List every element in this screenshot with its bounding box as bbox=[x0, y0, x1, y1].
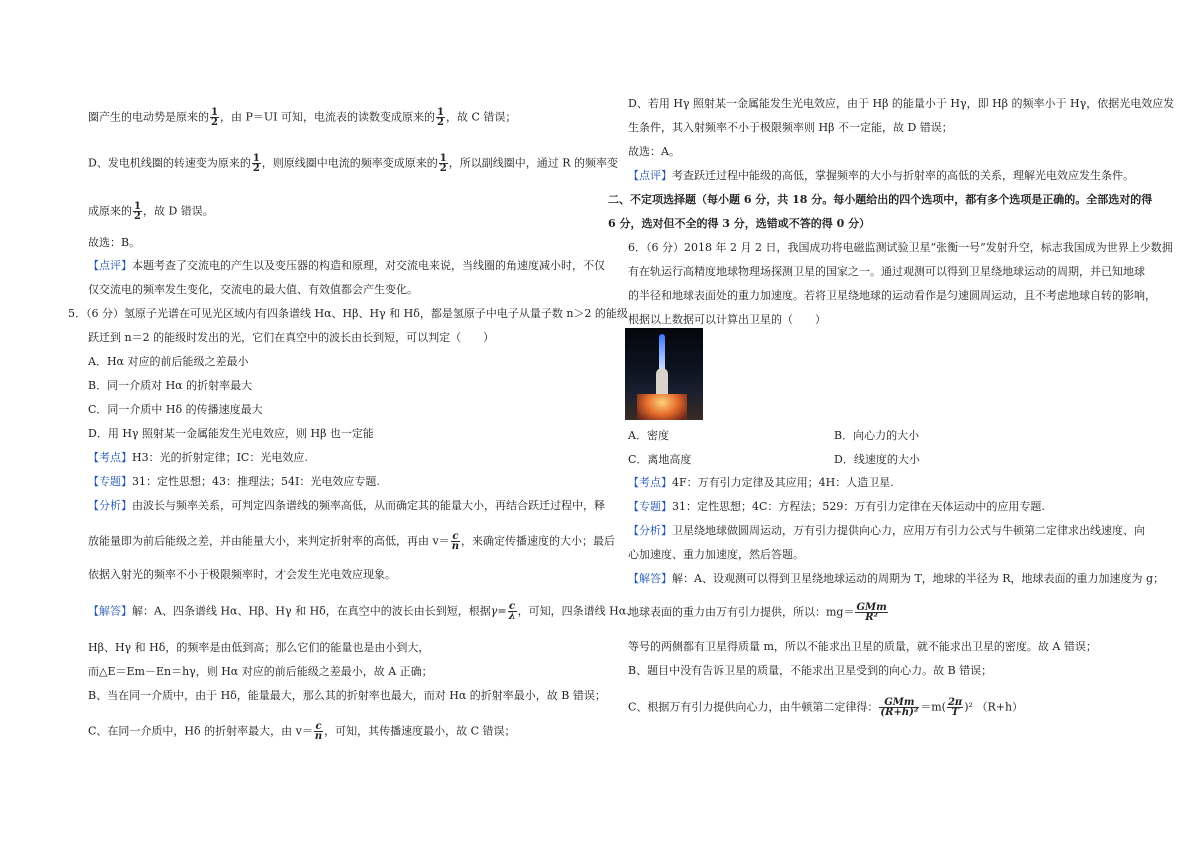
topic: 【专题】31：定性思想；43：推理法；54I：光电效应专题. bbox=[88, 475, 380, 488]
option-d: D．用 Hγ 照射某一金属能发生光电效应，则 Hβ 也一定能 bbox=[88, 427, 374, 440]
solution-line: 等号的两侧都有卫星得质量 m，所以不能求出卫星的质量，就不能求出卫星的密度。故 A 错误； bbox=[628, 640, 1097, 653]
text-line: 仅交流电的频率发生变化，交流电的最大值、有效值都会产生变化。 bbox=[88, 283, 418, 296]
text-line: D、若用 Hγ 照射某一金属能发生光电效应，由于 Hβ 的能量小于 Hγ，即 Hβ 的频率小于 Hγ，依据光电效应发 bbox=[628, 97, 1175, 110]
answer-line: 故选：A。 bbox=[628, 145, 680, 158]
comment-line: 【点评】考查跃迁过程中能级的高低，掌握频率的大小与折射率的高低的关系，理解光电效应发生条件。 bbox=[628, 169, 1134, 182]
solution-line: 【解答】解：A、四条谱线 Hα、Hβ、Hγ 和 Hδ，在真空中的波长由长到短，根据γ= $\frac{c}{\lambda}$ ，可知，四条谱线 Hα、 bbox=[88, 601, 638, 622]
fraction-c-over-n: $\frac{c}{n}$ bbox=[451, 531, 459, 552]
analysis-line: 放能量即为前后能级之差，并由能量大小，来判定折射率的高低，再由 v＝ $\frac{c}{n}$ ，来确定传播速度的大小；最后 bbox=[88, 531, 615, 552]
option-d: D．线速度的大小 bbox=[834, 453, 920, 466]
fraction-gmm-over-rh2: $\frac{\text{GMm}}{\text{(R+h)²}}$ bbox=[880, 697, 919, 718]
fraction-half: $\frac{1}{2}$ bbox=[436, 107, 444, 128]
option-a: A．密度 bbox=[628, 429, 669, 442]
text-line: 生条件，其入射频率不小于极限频率则 Hβ 不一定能，故 D 错误； bbox=[628, 121, 953, 134]
section-heading: 6 分，选对但不全的得 3 分，选错或不答的得 0 分） bbox=[608, 217, 871, 230]
fraction-gmm-over-r2: $\frac{\text{GMm}}{\text{R²}}$ bbox=[856, 602, 887, 623]
solution-line: C、在同一介质中，Hδ 的折射率最大，由 v＝ $\frac{c}{n}$ ，可知，其传播速度最小，故 C 错误； bbox=[88, 721, 516, 742]
analysis-line: 心加速度、重力加速度，然后答题。 bbox=[628, 548, 804, 561]
solution-line: Hβ、Hγ 和 Hδ，的频率是由低到高；那么它们的能量也是由小到大， bbox=[88, 641, 430, 654]
analysis-line: 依据入射光的频率不小于极限频率时，才会发生光电效应现象。 bbox=[88, 568, 396, 581]
knowledge-point: 【考点】4F：万有引力定律及其应用；4H：人造卫星. bbox=[628, 476, 894, 489]
option-b: B．同一介质对 Hα 的折射率最大 bbox=[88, 379, 253, 392]
solution-line: 【解答】解：A、设观测可以得到卫星绕地球运动的周期为 T，地球的半径为 R，地球表面的重力加速度为 g； bbox=[628, 572, 1165, 585]
analysis-line: 【分析】卫星绕地球做圆周运动，万有引力提供向心力，应用万有引力公式与牛顿第二定律求出线速度、向 bbox=[628, 524, 1145, 537]
option-c: C．同一介质中 Hδ 的传播速度最大 bbox=[88, 403, 263, 416]
comment-line: 【点评】本题考查了交流电的产生以及变压器的构造和原理，对交流电来说，当线圈的角速度减小时，不仅 bbox=[88, 259, 605, 272]
fraction-half: $\frac{1}{2}$ bbox=[211, 107, 218, 128]
option-a: A．Hα 对应的前后能级之差最小 bbox=[88, 355, 249, 368]
topic: 【专题】31：定性思想；4C：方程法；529：万有引力定律在天体运动中的应用专题. bbox=[628, 500, 1045, 513]
comment-tag: 【点评】 bbox=[88, 259, 132, 272]
question-6-stem: 的半径和地球表面处的重力加速度。若将卫星绕地球的运动看作是匀速圆周运动，且不考虑地球自转的影响， bbox=[628, 289, 1156, 302]
solution-line: 而△E＝Em－En＝hγ，则 Hα 对应的前后能级之差最小，故 A 正确； bbox=[88, 665, 433, 678]
question-5-stem: 跃迁到 n＝2 的能级时发出的光，它们在真空中的波长由长到短，可以判定（ ） bbox=[88, 331, 495, 344]
fraction-c-over-lambda: $\frac{c}{\lambda}$ bbox=[508, 601, 516, 622]
fraction-half: $\frac{1}{2}$ bbox=[134, 201, 141, 222]
solution-line: C、根据万有引力提供向心力，由牛顿第二定律得： $\frac{\text{GMm}}{\text{(R+h)²}}$ ＝m( $\frac{2\pi}{T}$ )² （R+h） bbox=[628, 697, 1024, 718]
solution-line: B、题目中没有告诉卫星的质量，不能求出卫星受到的向心力。故 B 错误； bbox=[628, 664, 993, 677]
question-6-stem: 有在轨运行高精度地球物理场探测卫星的国家之一。通过观测可以得到卫星绕地球运动的周期，并已知地球 bbox=[628, 265, 1145, 278]
fraction-half: $\frac{1}{2}$ bbox=[252, 153, 260, 174]
solution-line: 地球表面的重力由万有引力提供，所以：mg＝ $\frac{\text{GMm}}{\text{R²}}$ bbox=[628, 602, 887, 623]
option-b: B．向心力的大小 bbox=[834, 429, 920, 442]
answer-line: 故选：B。 bbox=[88, 236, 141, 249]
option-c: C．离地高度 bbox=[628, 453, 692, 466]
fraction-half: $\frac{1}{2}$ bbox=[439, 153, 447, 174]
question-5-stem: 5．（6 分）氢原子光谱在可见光区域内有四条谱线 Hα、Hβ、Hγ 和 Hδ，都是氢原子中电子从量子数 n＞2 的能级 bbox=[68, 307, 628, 320]
solution-line: B、当在同一介质中，由于 Hδ，能量最大，那么其的折射率也最大，而对 Hα 的折射率最小，故 B 错误； bbox=[88, 689, 606, 702]
fraction-2pi-over-t: $\frac{2\pi}{T}$ bbox=[947, 697, 963, 718]
analysis-line: 【分析】由波长与频率关系，可判定四条谱线的频率高低，从而确定其的能量大小，再结合跃迁过程中，释 bbox=[88, 499, 605, 512]
fraction-c-over-n: $\frac{c}{n}$ bbox=[314, 721, 323, 742]
question-6-stem: 6．（6 分）2018 年 2 月 2 日，我国成功将电磁监测试验卫星“张衡一号”发射升空，标志我国成为世界上少数拥 bbox=[628, 241, 1173, 254]
text-line: 圈产生的电动势是原来的 $\frac{1}{2}$ ，由 P＝UI 可知，电流表的读数变成原来的 $\frac{1}{2}$ ，故 C 错误； bbox=[88, 107, 517, 128]
launch-flame bbox=[637, 394, 687, 420]
rocket-launch-photo bbox=[625, 328, 703, 420]
section-heading: 二、不定项选择题（每小题 6 分，共 18 分。每小题给出的四个选项中，都有多个选项是正确的。全部选对的得 bbox=[608, 193, 1153, 206]
text-line: 成原来的 $\frac{1}{2}$ ，故 D 错误。 bbox=[88, 201, 214, 222]
text-line: D、发电机线圈的转速变为原来的 $\frac{1}{2}$ ，则原线圈中电流的频率变成原来的 $\frac{1}{2}$ ，所以副线圈中，通过 R 的频率变 bbox=[88, 153, 619, 174]
knowledge-point: 【考点】H3：光的折射定律；IC：光电效应. bbox=[88, 451, 308, 464]
question-6-stem: 根据以上数据可以计算出卫星的（ ） bbox=[628, 313, 826, 326]
